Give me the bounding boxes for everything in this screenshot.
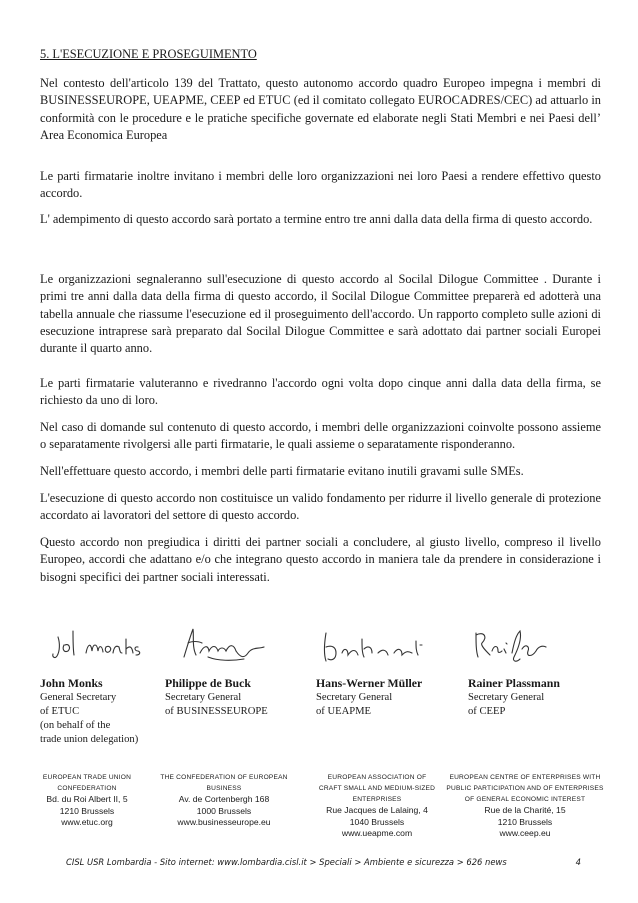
address-org: EUROPEAN TRADE UNION <box>42 774 132 781</box>
address-org: ENTERPRISES <box>352 796 402 803</box>
address-street: Av. de Cortenbergh 168 <box>178 794 270 804</box>
signatory-name: Rainer Plassmann <box>468 676 560 690</box>
paragraph-1: Nel contesto dell'articolo 139 del Trattato, questo autonomo accordo quadro Europeo impegna i membri di BUSINESSEUROPE, UEAPME, CEEP ed ETUC (ed il comitato collegato EUROCADRES/CEC) ad attuarlo in conformità con le procedure e le pratiche specifiche governate ed elaborate negli Stati Membri e nei Paesi dell’ Area Economica Europea <box>40 76 601 142</box>
address-street: Rue Jacques de Lalaing, 4 <box>326 805 428 815</box>
signatory-org: of UEAPME <box>316 706 372 717</box>
section-heading: 5. L'ESECUZIONE E PROSEGUIMENTO <box>40 47 257 61</box>
signatory-monks <box>40 676 138 747</box>
signatory-org: of CEEP <box>468 706 506 717</box>
signatory-org: of ETUC <box>40 706 80 717</box>
signatory-note: (on behalf of the <box>40 720 111 731</box>
signatory-org: of BUSINESSEUROPE <box>165 706 268 717</box>
signatory-plassmann <box>468 676 560 719</box>
address-org: EUROPEAN ASSOCIATION OF <box>327 774 427 781</box>
signature-monks <box>48 623 148 671</box>
address-ceep <box>445 772 605 840</box>
address-city: 1040 Brussels <box>349 816 405 827</box>
signatory-name: John Monks <box>40 676 103 690</box>
signatory-note: trade union delegation) <box>40 734 139 745</box>
signatory-name: Philippe de Buck <box>165 676 251 690</box>
page-number: 4 <box>575 857 581 867</box>
address-city: 1210 Brussels <box>59 805 115 816</box>
address-website: www.ueapme.com <box>341 828 413 839</box>
address-website: www.ceep.eu <box>499 828 551 839</box>
page-footer <box>40 857 601 867</box>
address-org: OF GENERAL ECONOMIC INTEREST <box>464 796 586 803</box>
paragraph-2: Le parti firmatarie inoltre invitano i membri delle loro organizzazioni nei loro Paesi a rendere effettivo questo accordo. <box>40 169 601 201</box>
address-org: CONFEDERATION <box>57 785 117 792</box>
signature-plassmann <box>470 623 550 671</box>
address-etuc <box>32 772 142 829</box>
address-website: www.etuc.org <box>61 817 113 828</box>
address-city: 1000 Brussels <box>196 805 252 816</box>
footer-text: CISL USR Lombardia - Sito internet: www.lombardia.cisl.it > Speciali > Ambiente e sicurezza > 626 news <box>66 857 507 867</box>
signatory-de-buck <box>165 676 268 719</box>
signatory-name: Hans-Werner Müller <box>316 676 423 690</box>
address-org: BUSINESS <box>206 785 242 792</box>
paragraph-5: Le parti firmatarie valuteranno e rivedranno l'accordo ogni volta dopo cinque anni dalla data della firma, se richiesto da uno di loro. <box>40 376 601 408</box>
address-ueapme <box>312 772 442 840</box>
paragraph-7: Nell'effettuare questo accordo, i membri delle parti firmatarie evitano inutili gravami sulle SMEs. <box>40 464 524 478</box>
address-businesseurope <box>150 772 298 829</box>
signatory-title: Secretary General <box>316 692 393 703</box>
signatory-title: Secretary General <box>165 692 242 703</box>
address-org: CRAFT SMALL AND MEDIUM-SIZED <box>318 785 436 792</box>
paragraph-4: Le organizzazioni segnaleranno sull'esecuzione di questo accordo al Socilal Dilogue Committee . Durante i primi tre anni dalla data della firma di questo accordo, il Socilal Dilogue Committee preparerà ed adotterà una tabella annuale che riassume l'esecuzione ed il proseguimento dell'accordo. Un rapporto completo sulle azioni di esecuzione intraprese sarà preparato dal Socilal Dilogue Committee e sarà adottato dai partner sociali Europei durante il quarto anno. <box>40 272 601 356</box>
signature-muller <box>318 623 430 671</box>
paragraph-3: L' adempimento di questo accordo sarà portato a termine entro tre anni dalla data della firma di questo accordo. <box>40 212 593 226</box>
paragraph-9: Questo accordo non pregiudica i diritti dei partner sociali a concludere, al giusto livello, compreso il livello Europeo, accordi che adattano e/o che integrano questo accordo in maniera tale da prendere in considerazione i bisogni specifici dei partner sociali interessati. <box>40 535 601 584</box>
address-street: Bd. du Roi Albert II, 5 <box>46 794 128 804</box>
signatory-title: General Secretary <box>40 692 117 703</box>
paragraph-8: L'esecuzione di questo accordo non costituisce un valido fondamento per ridurre il livello generale di protezione accordato ai lavoratori del settore di questo accordo. <box>40 491 601 523</box>
address-street: Rue de la Charité, 15 <box>484 805 566 815</box>
signatory-muller <box>316 676 422 719</box>
address-city: 1210 Brussels <box>497 816 553 827</box>
address-org: THE CONFEDERATION OF EUROPEAN <box>160 774 288 781</box>
signatory-title: Secretary General <box>468 692 545 703</box>
address-website: www.businesseurope.eu <box>177 817 271 828</box>
paragraph-6: Nel caso di domande sul contenuto di questo accordo, i membri delle organizzazioni coinvolte possono assieme o separatamente rivolgersi alle parti firmatarie, le quali assieme o separatamente risponderanno. <box>40 420 601 452</box>
signature-de-buck <box>178 623 270 671</box>
address-org: EUROPEAN CENTRE OF ENTERPRISES WITH <box>449 774 601 781</box>
address-org: PUBLIC PARTICIPATION AND OF ENTERPRISES <box>446 785 604 792</box>
